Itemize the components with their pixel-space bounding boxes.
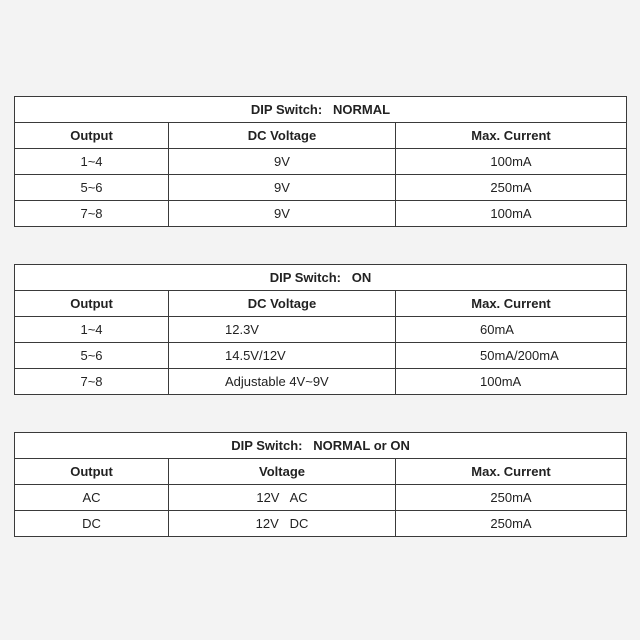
cell-voltage: 12.3V xyxy=(169,317,396,343)
cell-voltage: 9V xyxy=(169,175,396,201)
cell-current: 60mA xyxy=(396,317,627,343)
table-header-row xyxy=(15,291,627,317)
table-title: DIP Switch: NORMAL or ON xyxy=(15,433,627,459)
table-title: DIP Switch: ON xyxy=(15,265,627,291)
header-current: Max. Current xyxy=(396,291,627,317)
cell-voltage: 9V xyxy=(169,201,396,227)
cell-output: AC xyxy=(15,485,169,511)
header-output: Output xyxy=(15,459,169,485)
table-row xyxy=(15,149,627,175)
cell-voltage: 14.5V/12V xyxy=(169,343,396,369)
dip-normal-table xyxy=(14,96,627,227)
table-header-row xyxy=(15,123,627,149)
cell-current: 100mA xyxy=(396,149,627,175)
cell-current: 250mA xyxy=(396,175,627,201)
table-header-row xyxy=(15,459,627,485)
dip-normal-or-on-table xyxy=(14,432,627,537)
table-title-row xyxy=(15,433,627,459)
cell-current: 250mA xyxy=(396,485,627,511)
header-output: Output xyxy=(15,291,169,317)
table-row xyxy=(15,175,627,201)
cell-current: 50mA/200mA xyxy=(396,343,627,369)
cell-current: 250mA xyxy=(396,511,627,537)
cell-output: 5~6 xyxy=(15,343,169,369)
table-row xyxy=(15,485,627,511)
header-voltage: DC Voltage xyxy=(169,123,396,149)
table-row xyxy=(15,369,627,395)
table-title: DIP Switch: NORMAL xyxy=(15,97,627,123)
cell-voltage: Adjustable 4V~9V xyxy=(169,369,396,395)
cell-output: 1~4 xyxy=(15,317,169,343)
cell-current: 100mA xyxy=(396,201,627,227)
header-output: Output xyxy=(15,123,169,149)
table-row xyxy=(15,201,627,227)
table-row xyxy=(15,317,627,343)
cell-voltage: 12V AC xyxy=(169,485,396,511)
cell-output: 7~8 xyxy=(15,369,169,395)
header-voltage: Voltage xyxy=(169,459,396,485)
header-current: Max. Current xyxy=(396,459,627,485)
table-title-row xyxy=(15,97,627,123)
table-row xyxy=(15,343,627,369)
cell-output: 1~4 xyxy=(15,149,169,175)
dip-on-table xyxy=(14,264,627,395)
table-title-row xyxy=(15,265,627,291)
header-current: Max. Current xyxy=(396,123,627,149)
table-row xyxy=(15,511,627,537)
cell-voltage: 9V xyxy=(169,149,396,175)
cell-current: 100mA xyxy=(396,369,627,395)
cell-voltage: 12V DC xyxy=(169,511,396,537)
cell-output: 5~6 xyxy=(15,175,169,201)
cell-output: DC xyxy=(15,511,169,537)
cell-output: 7~8 xyxy=(15,201,169,227)
header-voltage: DC Voltage xyxy=(169,291,396,317)
